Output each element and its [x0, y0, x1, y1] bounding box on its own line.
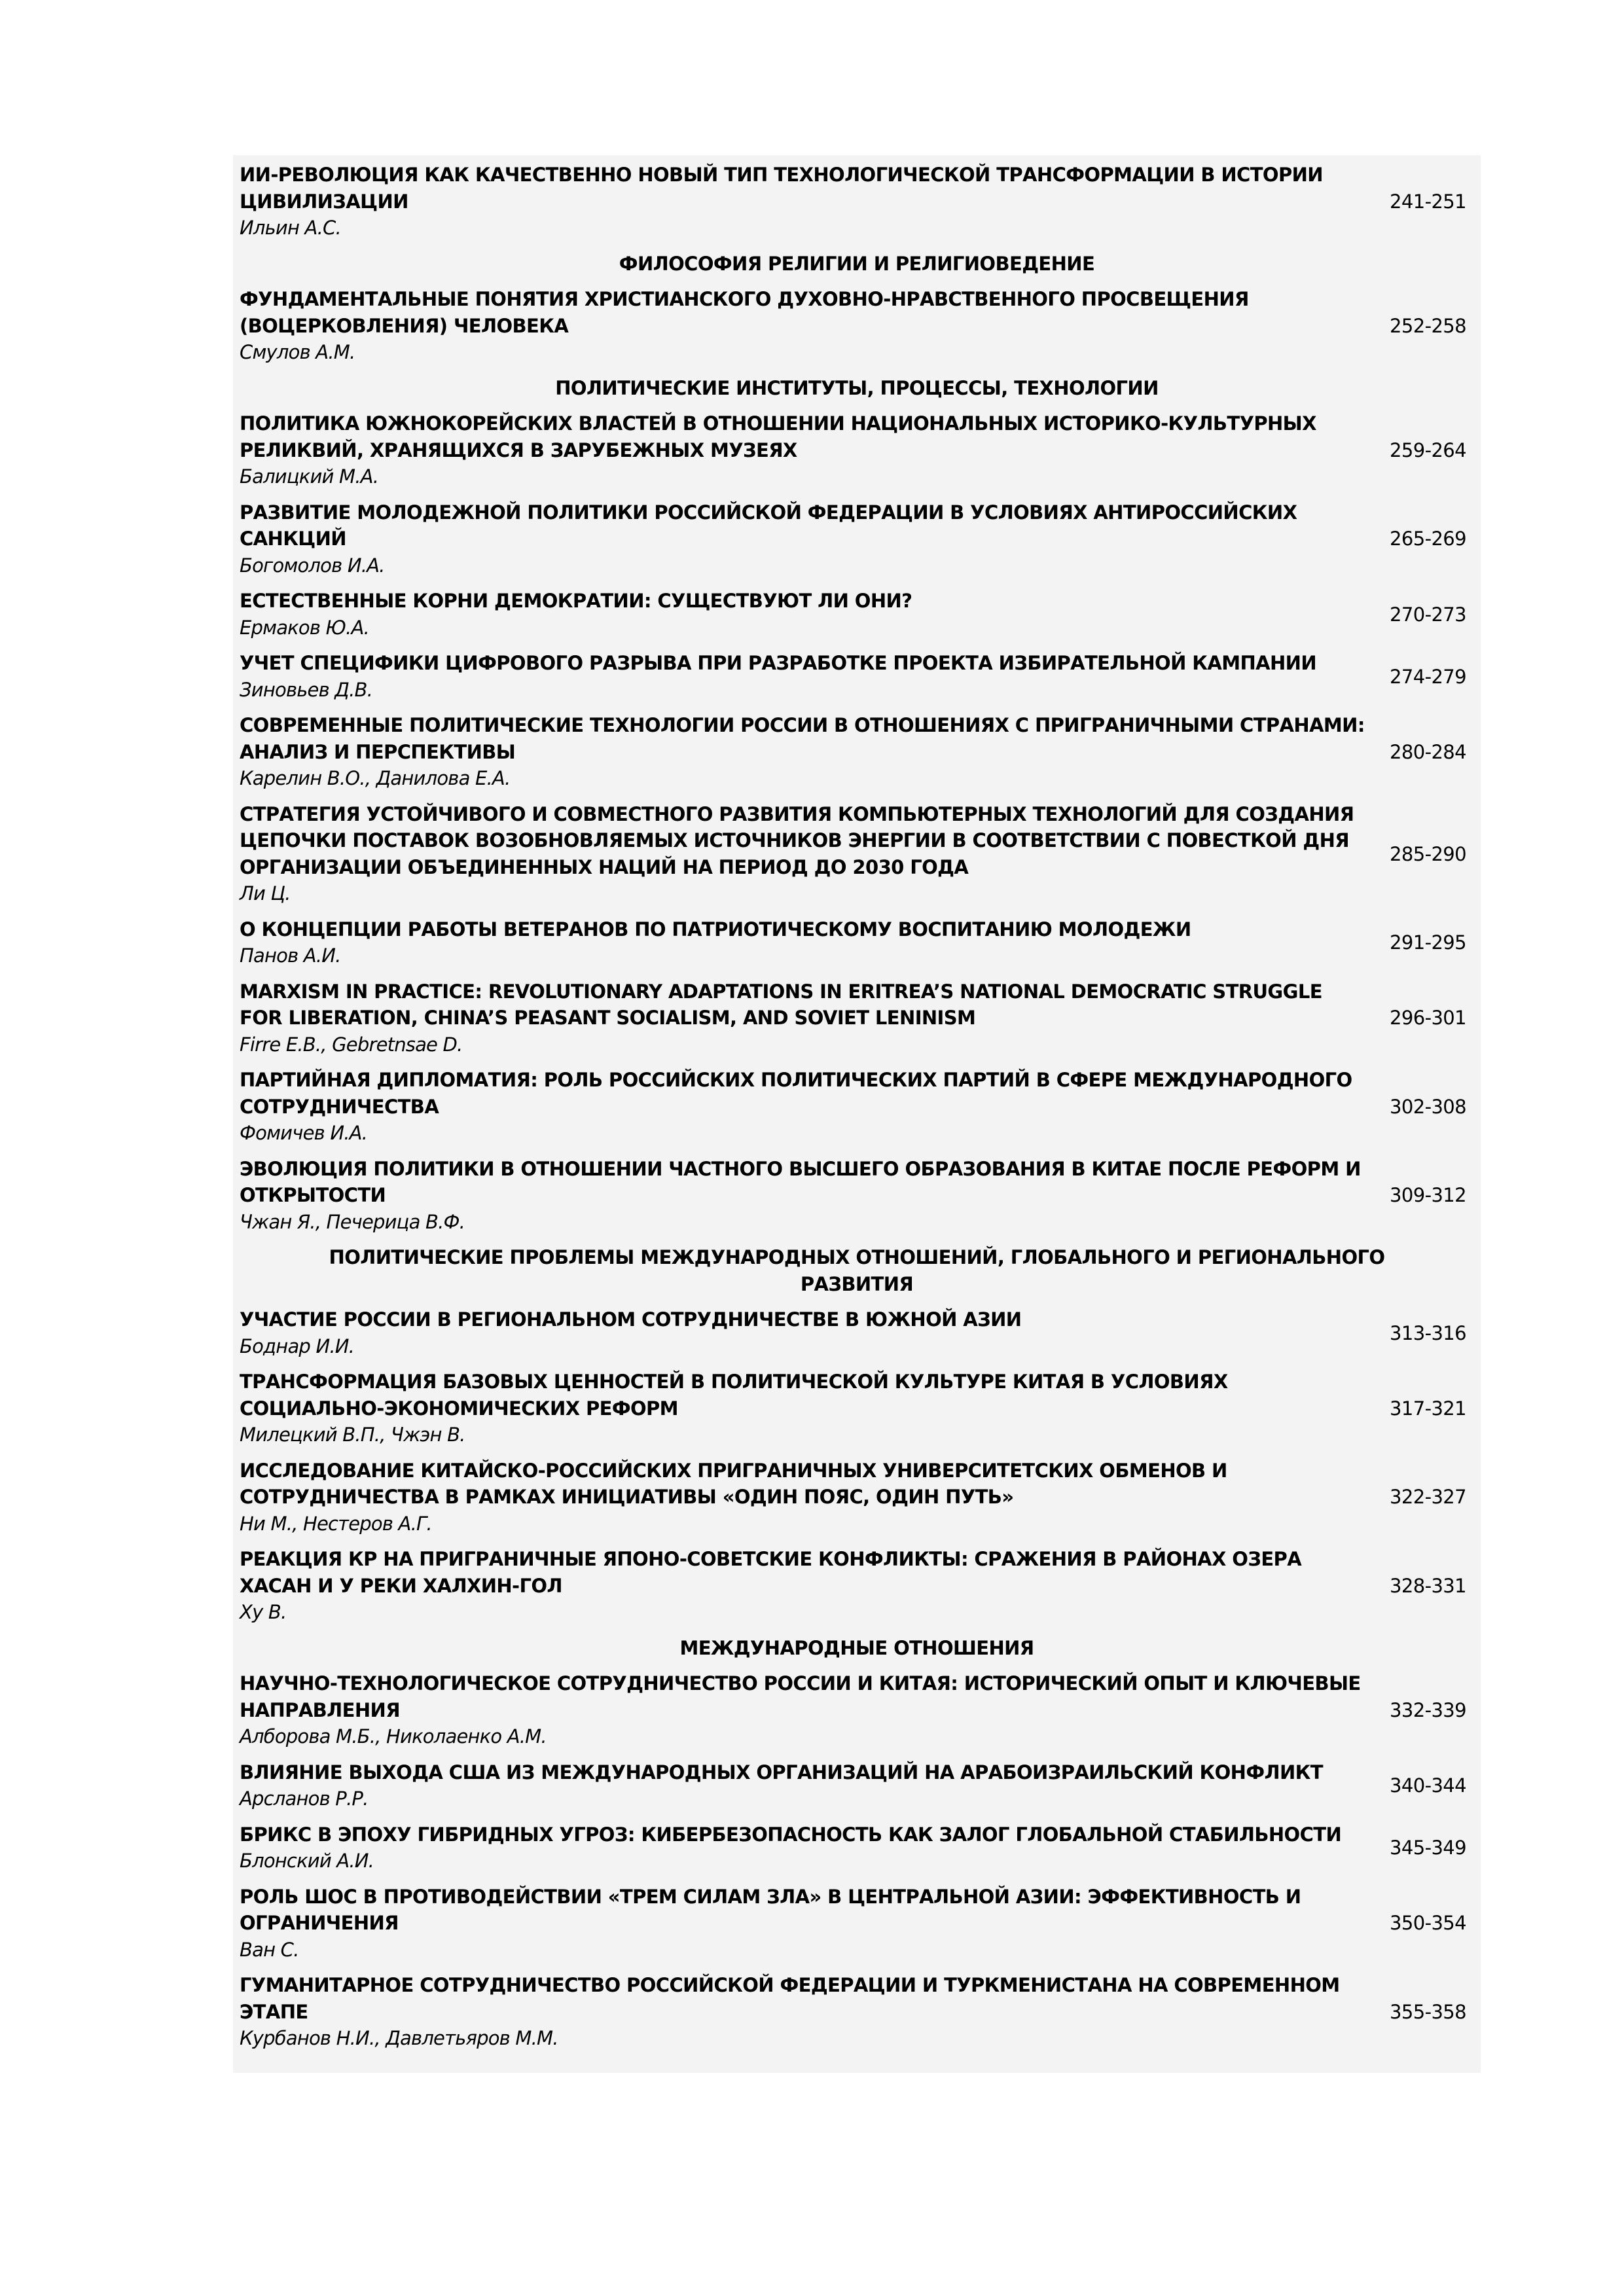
toc-entry[interactable] [233, 1156, 1481, 1236]
page-range: 302-308 [1390, 1095, 1466, 1118]
entry-text [240, 650, 1368, 703]
entry-text [240, 499, 1368, 579]
page-range: 291-295 [1390, 931, 1466, 954]
page-range: 270-273 [1390, 603, 1466, 626]
article-title: РЕАКЦИЯ КР НА ПРИГРАНИЧНЫЕ ЯПОНО-СОВЕТСКИЕ КОНФЛИКТЫ: СРАЖЕНИЯ В РАЙОНАХ ОЗЕРА ХАСАН И У РЕКИ ХАЛХИН-ГОЛ [240, 1548, 1302, 1597]
article-title: СТРАТЕГИЯ УСТОЙЧИВОГО И СОВМЕСТНОГО РАЗВИТИЯ КОМПЬЮТЕРНЫХ ТЕХНОЛОГИЙ ДЛЯ СОЗДАНИЯ ЦЕПОЧКИ ПОСТАВОК ВОЗОБНОВЛЯЕМЫХ ИСТОЧНИКОВ ЭНЕРГИИ В СООТВЕТСТВИИ С ПОВЕСТКОЙ ДНЯ ОРГАНИЗАЦИИ ОБЪЕДИНЕННЫХ НАЦИЙ НА ПЕРИОД ДО 2030 ГОДА [240, 802, 1354, 878]
page-range: 340-344 [1390, 1774, 1466, 1797]
toc-entry[interactable] [233, 1369, 1481, 1448]
page-range: 252-258 [1390, 314, 1466, 337]
toc-entry[interactable] [233, 801, 1481, 907]
entry-text [240, 1972, 1368, 2052]
entry-text [240, 1306, 1368, 1359]
page-range: 280-284 [1390, 740, 1466, 763]
page-range: 355-358 [1390, 2000, 1466, 2023]
toc-entry[interactable] [233, 1067, 1481, 1147]
toc-entry[interactable] [233, 1670, 1481, 1750]
entry-text [240, 712, 1368, 792]
entry-text [240, 916, 1368, 969]
article-authors: Ху В. [240, 1601, 287, 1623]
page-range: 350-354 [1390, 1912, 1466, 1935]
toc-entry[interactable] [233, 712, 1481, 792]
article-authors: Ни М., Нестеров А.Г. [240, 1512, 432, 1535]
article-title: ТРАНСФОРМАЦИЯ БАЗОВЫХ ЦЕННОСТЕЙ В ПОЛИТИЧЕСКОЙ КУЛЬТУРЕ КИТАЯ В УСЛОВИЯХ СОЦИАЛЬНО-ЭКОНОМИЧЕСКИХ РЕФОРМ [240, 1371, 1228, 1420]
entry-text [240, 286, 1368, 366]
article-title: ЭВОЛЮЦИЯ ПОЛИТИКИ В ОТНОШЕНИИ ЧАСТНОГО ВЫСШЕГО ОБРАЗОВАНИЯ В КИТАЕ ПОСЛЕ РЕФОРМ И ОТКРЫТОСТИ [240, 1157, 1361, 1206]
entry-text [240, 1821, 1368, 1874]
article-authors: Чжан Я., Печерица В.Ф. [240, 1210, 465, 1233]
article-authors: Боднар И.И. [240, 1335, 355, 1357]
entry-text [240, 801, 1368, 907]
article-authors: Ильин А.С. [240, 217, 341, 239]
page-range: 313-316 [1390, 1321, 1466, 1344]
toc-entry[interactable] [233, 1458, 1481, 1537]
entry-text [240, 162, 1368, 242]
article-title: РАЗВИТИЕ МОЛОДЕЖНОЙ ПОЛИТИКИ РОССИЙСКОЙ ФЕДЕРАЦИИ В УСЛОВИЯХ АНТИРОССИЙСКИХ САНКЦИЙ [240, 501, 1297, 550]
article-title: ФУНДАМЕНТАЛЬНЫЕ ПОНЯТИЯ ХРИСТИАНСКОГО ДУХОВНО-НРАВСТВЕННОГО ПРОСВЕЩЕНИЯ (ВОЦЕРКОВЛЕНИЯ) ЧЕЛОВЕКА [240, 288, 1249, 337]
toc-entry[interactable] [233, 650, 1481, 703]
article-authors: Ван С. [240, 1938, 299, 1961]
article-authors: Арсланов Р.Р. [240, 1787, 369, 1810]
page-range: 259-264 [1390, 439, 1466, 461]
toc-entry[interactable] [233, 286, 1481, 366]
article-title: ЕСТЕСТВЕННЫЕ КОРНИ ДЕМОКРАТИИ: СУЩЕСТВУЮТ ЛИ ОНИ? [240, 590, 912, 612]
toc-entry[interactable] [233, 1972, 1481, 2052]
article-title: УЧАСТИЕ РОССИИ В РЕГИОНАЛЬНОМ СОТРУДНИЧЕСТВЕ В ЮЖНОЙ АЗИИ [240, 1308, 1022, 1331]
page-range: 296-301 [1390, 1007, 1466, 1030]
article-title: РОЛЬ ШОС В ПРОТИВОДЕЙСТВИИ «ТРЕМ СИЛАМ ЗЛА» В ЦЕНТРАЛЬНОЙ АЗИИ: ЭФФЕКТИВНОСТЬ И ОГРАНИЧЕНИЯ [240, 1885, 1301, 1934]
article-title: ИИ-РЕВОЛЮЦИЯ КАК КАЧЕСТВЕННО НОВЫЙ ТИП ТЕХНОЛОГИЧЕСКОЙ ТРАНСФОРМАЦИИ В ИСТОРИИ ЦИВИЛИЗАЦИИ [240, 164, 1323, 213]
toc-entry[interactable] [233, 1821, 1481, 1874]
section-heading: ФИЛОСОФИЯ РЕЛИГИИ И РЕЛИГИОВЕДЕНИЕ [619, 252, 1095, 275]
entry-text [240, 1369, 1368, 1448]
article-authors: Балицкий М.А. [240, 465, 379, 488]
entry-text [240, 1884, 1368, 1964]
article-authors: Блонский А.И. [240, 1850, 374, 1872]
article-authors: Ли Ц. [240, 882, 291, 905]
toc-entry[interactable] [233, 978, 1481, 1058]
article-authors: Богомолов И.А. [240, 554, 385, 577]
article-authors: Смулов А.М. [240, 341, 355, 363]
article-authors: Алборова М.Б., Николаенко А.М. [240, 1725, 547, 1748]
toc-entry[interactable] [233, 1546, 1481, 1626]
entry-text [240, 1759, 1368, 1812]
toc-entry[interactable] [233, 1759, 1481, 1812]
toc-entry[interactable] [233, 916, 1481, 969]
article-title: MARXISM IN PRACTICE: REVOLUTIONARY ADAPTATIONS IN ERITREA’S NATIONAL DEMOCRATIC STRUGGLE FOR LIBERATION, CHINA’S PEASANT SOCIALISM, AND SOVIET LENINISM [240, 980, 1322, 1029]
toc-entry[interactable] [233, 588, 1481, 641]
page-range: 285-290 [1390, 842, 1466, 865]
page-range: 328-331 [1390, 1574, 1466, 1597]
page-range: 309-312 [1390, 1184, 1466, 1207]
article-authors: Ермаков Ю.А. [240, 616, 369, 639]
entry-text [240, 978, 1368, 1058]
article-authors: Панов А.И. [240, 944, 341, 967]
entry-text [240, 588, 1368, 641]
entry-text [240, 1067, 1368, 1147]
article-title: ВЛИЯНИЕ ВЫХОДА США ИЗ МЕЖДУНАРОДНЫХ ОРГАНИЗАЦИЙ НА АРАБОИЗРАИЛЬСКИЙ КОНФЛИКТ [240, 1761, 1323, 1784]
section-heading: ПОЛИТИЧЕСКИЕ ПРОБЛЕМЫ МЕЖДУНАРОДНЫХ ОТНОШЕНИЙ, ГЛОБАЛЬНОГО И РЕГИОНАЛЬНОГО РАЗВИТИЯ [329, 1246, 1385, 1295]
article-title: УЧЕТ СПЕЦИФИКИ ЦИФРОВОГО РАЗРЫВА ПРИ РАЗРАБОТКЕ ПРОЕКТА ИЗБИРАТЕЛЬНОЙ КАМПАНИИ [240, 652, 1316, 674]
article-title: НАУЧНО-ТЕХНОЛОГИЧЕСКОЕ СОТРУДНИЧЕСТВО РОССИИ И КИТАЯ: ИСТОРИЧЕСКИЙ ОПЫТ И КЛЮЧЕВЫЕ НАПРАВЛЕНИЯ [240, 1672, 1361, 1721]
entry-text [240, 1670, 1368, 1750]
page-range: 317-321 [1390, 1397, 1466, 1420]
article-title: О КОНЦЕПЦИИ РАБОТЫ ВЕТЕРАНОВ ПО ПАТРИОТИЧЕСКОМУ ВОСПИТАНИЮ МОЛОДЕЖИ [240, 918, 1191, 941]
page-range: 332-339 [1390, 1698, 1466, 1721]
article-authors: Милецкий В.П., Чжэн В. [240, 1424, 465, 1446]
entry-text [240, 410, 1368, 490]
page-range: 322-327 [1390, 1486, 1466, 1509]
entry-text [240, 1156, 1368, 1236]
article-authors: Фомичев И.А. [240, 1122, 368, 1144]
toc-entry[interactable] [233, 162, 1481, 242]
article-title: ПАРТИЙНАЯ ДИПЛОМАТИЯ: РОЛЬ РОССИЙСКИХ ПОЛИТИЧЕСКИХ ПАРТИЙ В СФЕРЕ МЕЖДУНАРОДНОГО СОТРУДНИЧЕСТВА [240, 1069, 1352, 1118]
section-heading: МЕЖДУНАРОДНЫЕ ОТНОШЕНИЯ [679, 1636, 1034, 1659]
article-authors: Firre E.B., Gebretnsae D. [240, 1033, 463, 1056]
entry-text [240, 1546, 1368, 1626]
toc-entry[interactable] [233, 410, 1481, 490]
page-range: 345-349 [1390, 1837, 1466, 1859]
article-authors: Курбанов Н.И., Давлетьяров М.М. [240, 2027, 558, 2049]
page-range: 241-251 [1390, 190, 1466, 213]
article-title: ПОЛИТИКА ЮЖНОКОРЕЙСКИХ ВЛАСТЕЙ В ОТНОШЕНИИ НАЦИОНАЛЬНЫХ ИСТОРИКО-КУЛЬТУРНЫХ РЕЛИКВИЙ, ХРАНЯЩИХСЯ В ЗАРУБЕЖНЫХ МУЗЕЯХ [240, 412, 1316, 461]
article-title: БРИКС В ЭПОХУ ГИБРИДНЫХ УГРОЗ: КИБЕРБЕЗОПАСНОСТЬ КАК ЗАЛОГ ГЛОБАЛЬНОЙ СТАБИЛЬНОСТИ [240, 1823, 1342, 1846]
article-authors: Карелин В.О., Данилова Е.А. [240, 767, 511, 789]
article-authors: Зиновьев Д.В. [240, 678, 373, 701]
section-heading: ПОЛИТИЧЕСКИЕ ИНСТИТУТЫ, ПРОЦЕССЫ, ТЕХНОЛОГИИ [555, 376, 1159, 399]
toc-entry[interactable] [233, 1884, 1481, 1964]
entry-text [240, 1458, 1368, 1537]
toc-entry[interactable] [233, 499, 1481, 579]
article-title: ИССЛЕДОВАНИЕ КИТАЙСКО-РОССИЙСКИХ ПРИГРАНИЧНЫХ УНИВЕРСИТЕТСКИХ ОБМЕНОВ И СОТРУДНИЧЕСТВА В РАМКАХ ИНИЦИАТИВЫ «ОДИН ПОЯС, ОДИН ПУТЬ» [240, 1459, 1227, 1508]
article-title: СОВРЕМЕННЫЕ ПОЛИТИЧЕСКИЕ ТЕХНОЛОГИИ РОССИИ В ОТНОШЕНИЯХ С ПРИГРАНИЧНЫМИ СТРАНАМИ: АНАЛИЗ И ПЕРСПЕКТИВЫ [240, 714, 1365, 763]
toc-entry[interactable] [233, 1306, 1481, 1359]
table-of-contents [233, 155, 1481, 2073]
page-range: 274-279 [1390, 665, 1466, 688]
page-range: 265-269 [1390, 528, 1466, 550]
article-title: ГУМАНИТАРНОЕ СОТРУДНИЧЕСТВО РОССИЙСКОЙ ФЕДЕРАЦИИ И ТУРКМЕНИСТАНА НА СОВРЕМЕННОМ ЭТАПЕ [240, 1974, 1340, 2023]
